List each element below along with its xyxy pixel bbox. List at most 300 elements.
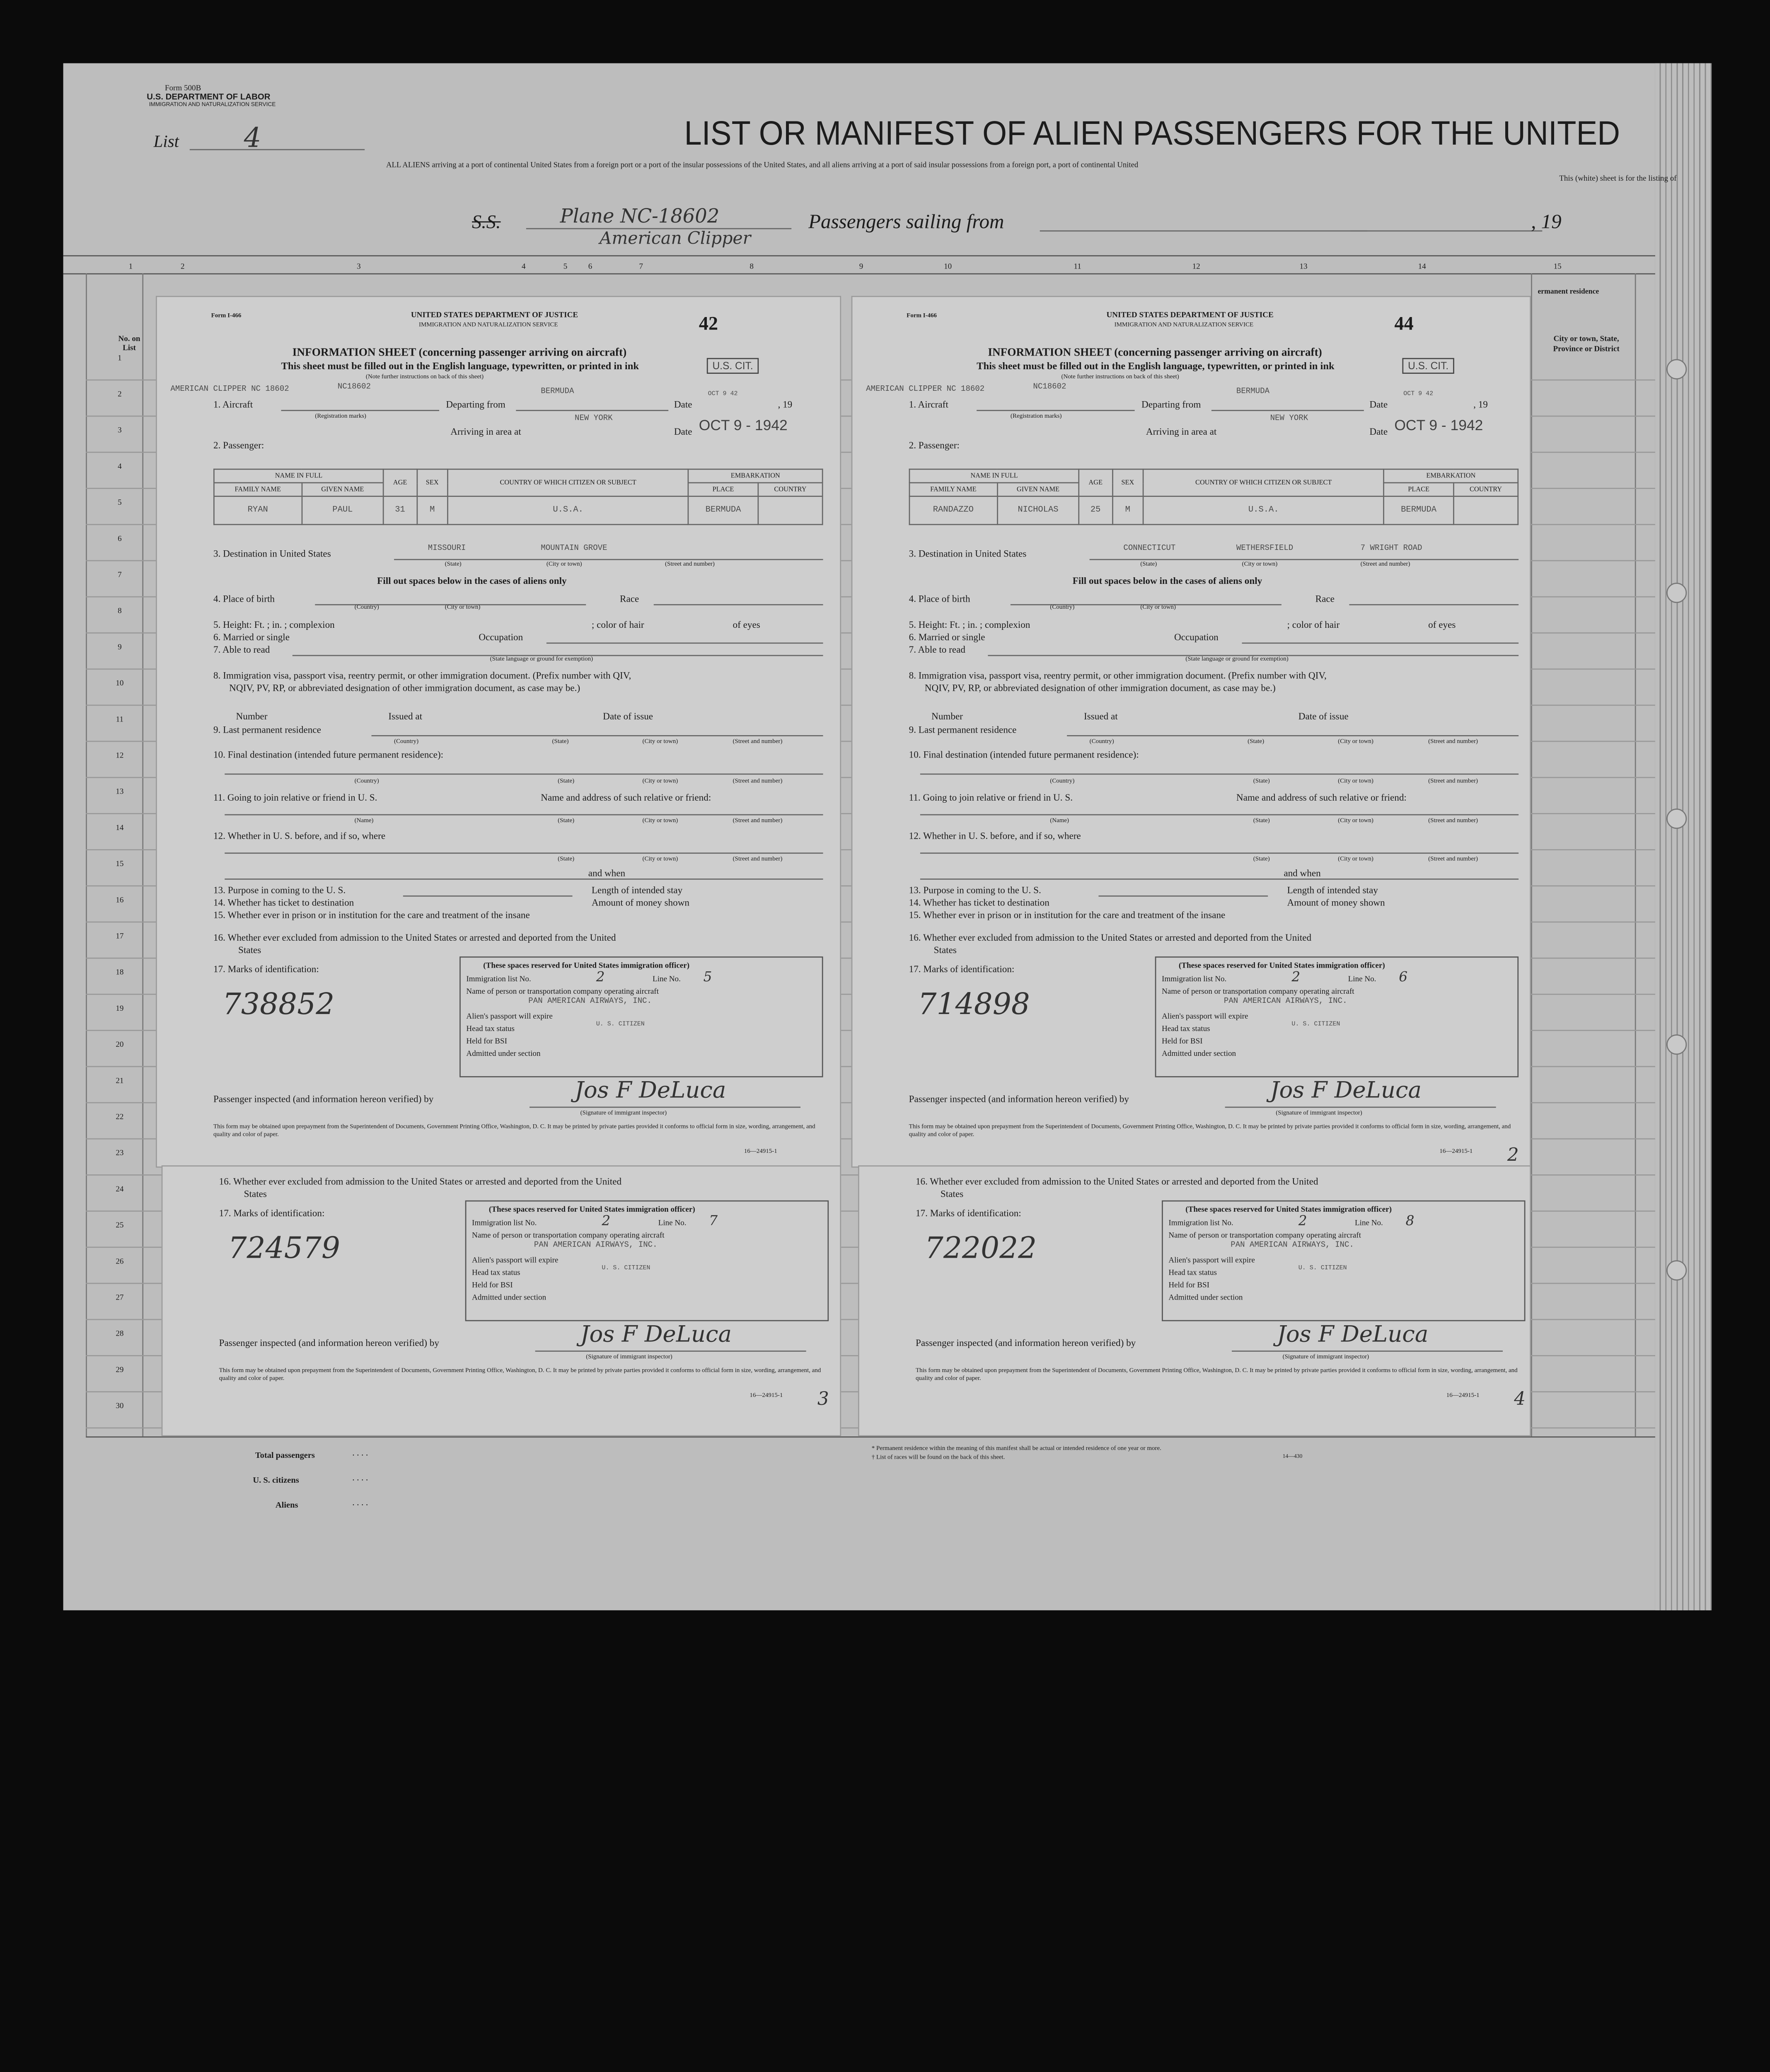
state-caption: (State) — [445, 561, 462, 568]
marks-value: 714898 — [918, 988, 1030, 1022]
sailing-label: Passengers sailing from — [808, 210, 1004, 233]
birth-label: 4. Place of birth — [213, 593, 275, 604]
row-number: 30 — [116, 1401, 124, 1411]
marks-label: 17. Marks of identification: — [915, 1207, 1021, 1219]
operator-label: Name of person or transportation company operating aircraft — [1168, 1231, 1361, 1240]
sheet-instructions: This sheet must be filled out in the English language, typewritten, or printed in ink — [977, 360, 1335, 372]
join-label: 11. Going to join relative or friend in U. S. — [909, 792, 1073, 803]
head-tax-label: Head tax status — [1162, 1024, 1210, 1034]
margin-note: 4 — [1514, 1388, 1526, 1409]
row-number: 14 — [116, 823, 124, 833]
fill-line — [654, 604, 823, 605]
street-caption: (Street and number) — [1428, 778, 1478, 785]
inspector-signature: Jos F DeLuca — [1270, 1076, 1422, 1104]
line-no-label: Line No. — [1348, 974, 1376, 984]
dest-state-value: MISSOURI — [428, 544, 466, 554]
date-issue-label: Date of issue — [1298, 710, 1349, 722]
departing-label: Departing from — [1141, 398, 1201, 410]
column-number: 15 — [1553, 262, 1562, 271]
operator-label: Name of person or transportation company operating aircraft — [472, 1231, 665, 1240]
before-label: 12. Whether in U. S. before, and if so, where — [909, 830, 1081, 842]
state-caption: (State) — [1248, 738, 1265, 746]
operator-value: PAN AMERICAN AIRWAYS, INC. — [528, 997, 652, 1006]
column-number: 1 — [128, 262, 133, 271]
signature-caption: (Signature of immigrant inspector) — [1276, 1110, 1362, 1117]
city-caption: (City or town) — [642, 856, 678, 863]
head-tax-value: U. S. CITIZEN — [1291, 1019, 1340, 1028]
and-when-label: and when — [1284, 867, 1321, 879]
inspected-label: Passenger inspected (and information hereon verified) by — [213, 1093, 434, 1105]
given-header: GIVEN NAME — [997, 483, 1079, 496]
form-i466-number: Form I-466 — [907, 312, 937, 320]
fill-line — [1232, 1351, 1503, 1352]
height-label: 5. Height: Ft. ; in. ; complexion — [213, 619, 335, 630]
footnote-2: † List of races will be found on the back of this sheet. — [871, 1454, 1005, 1462]
dest-street-value: 7 WRIGHT ROAD — [1360, 544, 1422, 554]
fill-line — [920, 852, 1519, 854]
head-tax-label: Head tax status — [472, 1268, 520, 1277]
place-header: PLACE — [688, 483, 758, 496]
binder-hole — [1666, 1260, 1687, 1280]
reg-marks-caption: (Registration marks) — [315, 413, 366, 420]
city-caption: (City or town) — [1338, 738, 1373, 746]
officer-box-title: (These spaces reserved for United States immigration officer) — [483, 961, 690, 970]
name-full-header: NAME IN FULL — [909, 469, 1079, 483]
fill-out-label: Fill out spaces below in the cases of aliens only — [1072, 575, 1262, 586]
info-sheet-bottom-right — [858, 1165, 1531, 1436]
street-caption: (Street and number) — [1428, 817, 1478, 825]
manifest-subtitle: ALL ALIENS arriving at a port of continental United States from a foreign port or a port of the insular possessions of the United States, and all aliens arriving at a port of said insular possessions from a foreign port, a port of continental United — [386, 160, 1139, 169]
and-when-label: and when — [588, 867, 626, 879]
eyes-label: of eyes — [733, 619, 760, 630]
row-number: 3 — [118, 426, 122, 435]
fill-line — [225, 879, 823, 880]
row-number: 20 — [116, 1040, 124, 1049]
admitted-label: Admitted under section — [1168, 1293, 1243, 1302]
place-value: BERMUDA — [1384, 496, 1453, 525]
row-number: 2 — [118, 390, 122, 399]
imm-list-label: Immigration list No. — [1168, 1218, 1233, 1228]
city-caption: (City or town) — [1338, 817, 1373, 825]
row-number: 9 — [118, 642, 122, 652]
clipper-label: AMERICAN CLIPPER NC 18602 — [170, 385, 289, 395]
fill-line — [1349, 604, 1519, 605]
imm-list-value: 2 — [1291, 969, 1301, 985]
bsi-label: Held for BSI — [1162, 1036, 1203, 1046]
ticket-label: 14. Whether has ticket to destination — [909, 896, 1049, 908]
row-number: 13 — [116, 787, 124, 796]
marks-value: 724579 — [228, 1232, 340, 1266]
street-caption: (Street and number) — [665, 561, 715, 568]
expire-label: Alien's passport will expire — [1162, 1012, 1248, 1021]
aircraft-label: 1. Aircraft — [909, 398, 948, 410]
stacked-page-edges — [1655, 63, 1712, 1610]
country-header: COUNTRY — [1453, 483, 1518, 496]
age-value: 31 — [384, 496, 417, 525]
row-number: 17 — [116, 932, 124, 941]
fill-line — [281, 410, 439, 411]
date-dep-value: OCT 9 42 — [708, 390, 738, 398]
prison-label: 15. Whether ever in prison or in institution for the care and treatment of the insane — [909, 909, 1226, 920]
print-code: 16—24915-1 — [750, 1392, 783, 1399]
head-tax-value: U. S. CITIZEN — [596, 1019, 645, 1028]
race-label: Race — [1315, 593, 1335, 604]
visa-question-2: NQIV, PV, RP, or abbreviated designation of other immigration document, as case may be.) — [924, 682, 1276, 694]
fill-line — [225, 774, 823, 775]
married-label: 6. Married or single — [909, 631, 985, 643]
sheet-dept: UNITED STATES DEPARTMENT OF JUSTICE — [411, 310, 578, 320]
bsi-label: Held for BSI — [1168, 1280, 1209, 1290]
print-code: 16—24915-1 — [1439, 1148, 1473, 1155]
given-value: PAUL — [302, 496, 384, 525]
column-number: 5 — [563, 262, 568, 271]
row-number: 23 — [116, 1148, 124, 1158]
admitted-label: Admitted under section — [466, 1049, 541, 1058]
place-header: PLACE — [1384, 483, 1453, 496]
country-value — [1453, 496, 1518, 525]
date-issue-label: Date of issue — [603, 710, 653, 722]
age-header: AGE — [1079, 469, 1112, 496]
sheet-sequence: 42 — [699, 312, 718, 334]
row-number: 24 — [116, 1184, 124, 1194]
excluded-question: 16. Whether ever excluded from admission to the United States or arrested and deported from the United — [915, 1175, 1318, 1187]
citizen-value: U.S.A. — [448, 496, 688, 525]
dest-city-value: WETHERSFIELD — [1236, 544, 1294, 554]
footer-text: This form may be obtained upon prepayment from the Superintendent of Documents, Government Printing Office, Washington, D. C. It may be printed by private parties provided it conforms to official form in size, wording, arrangement, and quality and color of paper. — [213, 1123, 815, 1138]
country-caption: (Country) — [354, 778, 379, 785]
name-caption: (Name) — [354, 817, 374, 825]
street-caption: (Street and number) — [733, 778, 783, 785]
imm-list-label: Immigration list No. — [472, 1218, 537, 1228]
officer-box-title: (These spaces reserved for United States immigration officer) — [1185, 1205, 1392, 1214]
state-caption: (State) — [558, 778, 575, 785]
reg-marks-caption: (Registration marks) — [1010, 413, 1062, 420]
name-caption: (Name) — [1050, 817, 1069, 825]
date-dep-value: OCT 9 42 — [1403, 390, 1434, 398]
expire-label: Alien's passport will expire — [466, 1012, 553, 1021]
column-number: 9 — [859, 262, 863, 271]
hair-label: ; color of hair — [1287, 619, 1340, 630]
signature-caption: (Signature of immigrant inspector) — [1282, 1354, 1369, 1361]
date-arr-value: OCT 9 - 1942 — [1394, 416, 1483, 434]
row-number: 27 — [116, 1293, 124, 1302]
embarkation-header: EMBARKATION — [688, 469, 822, 483]
print-code: 16—24915-1 — [1446, 1392, 1480, 1399]
us-citizens-label: U. S. citizens — [253, 1474, 299, 1485]
column-number: 8 — [750, 262, 754, 271]
admitted-label: Admitted under section — [1162, 1049, 1236, 1058]
city-caption: (City or town) — [642, 738, 678, 746]
form-number: Form 500B — [164, 83, 201, 93]
departing-label: Departing from — [446, 398, 505, 410]
column-number: 10 — [944, 262, 952, 271]
row-number: 8 — [118, 606, 122, 616]
passenger-label: 2. Passenger: — [909, 439, 960, 451]
column-number: 14 — [1418, 262, 1426, 271]
sheet-sequence: 44 — [1394, 312, 1414, 334]
fill-line — [535, 1351, 806, 1352]
info-sheet-top-left — [156, 296, 841, 1168]
marks-label: 17. Marks of identification: — [219, 1207, 325, 1219]
row-number: 4 — [118, 462, 122, 471]
fill-out-label: Fill out spaces below in the cases of aliens only — [377, 575, 567, 586]
city-caption: (City or town) — [1338, 856, 1373, 863]
inspector-signature: Jos F DeLuca — [580, 1320, 732, 1347]
line-no-value: 7 — [709, 1213, 718, 1229]
family-value: RYAN — [214, 496, 302, 525]
fill-line — [403, 896, 573, 897]
row-number: 28 — [116, 1329, 124, 1339]
excluded-question: 16. Whether ever excluded from admission to the United States or arrested and deported from the United — [213, 932, 616, 943]
ticket-label: 14. Whether has ticket to destination — [213, 896, 354, 908]
last-res-label: 9. Last permanent residence — [213, 724, 321, 735]
date-arr-value: OCT 9 - 1942 — [699, 416, 788, 434]
vessel-line-1: Plane NC-18602 — [560, 205, 720, 228]
age-header: AGE — [384, 469, 417, 496]
row-number: 22 — [116, 1112, 124, 1121]
departing-value: BERMUDA — [1236, 387, 1270, 397]
column-number: 11 — [1074, 262, 1081, 271]
dest-city-value: MOUNTAIN GROVE — [541, 544, 607, 554]
fill-line — [1067, 735, 1519, 736]
bsi-label: Held for BSI — [472, 1280, 513, 1290]
imm-list-label: Immigration list No. — [1162, 974, 1227, 984]
visa-question-1: 8. Immigration visa, passport visa, reentry permit, or other immigration document. (Prefix number with QIV, — [213, 669, 631, 681]
state-caption: (State) — [552, 738, 569, 746]
sex-header: SEX — [417, 469, 448, 496]
inspected-label: Passenger inspected (and information hereon verified) by — [219, 1337, 439, 1348]
given-header: GIVEN NAME — [302, 483, 384, 496]
street-caption: (Street and number) — [733, 856, 783, 863]
fill-line — [1090, 559, 1519, 560]
column-number: 3 — [357, 262, 361, 271]
nineteen-label: , 19 — [1473, 398, 1488, 410]
city-caption: (City or town) — [1140, 604, 1176, 611]
footnote-code: 14—430 — [1282, 1454, 1303, 1460]
country-caption: (Country) — [1050, 604, 1075, 611]
country-caption: (Country) — [1089, 738, 1114, 746]
expire-label: Alien's passport will expire — [1168, 1256, 1255, 1265]
inspected-label: Passenger inspected (and information hereon verified) by — [909, 1093, 1129, 1105]
street-caption: (Street and number) — [1428, 856, 1478, 863]
row-number: 7 — [118, 570, 122, 579]
column-number: 13 — [1299, 262, 1308, 271]
fill-line — [920, 774, 1519, 775]
destination-label: 3. Destination in United States — [213, 547, 331, 559]
number-label: Number — [931, 710, 963, 722]
perm-residence-header: ermanent residence — [1538, 288, 1599, 296]
marks-label: 17. Marks of identification: — [213, 963, 319, 975]
list-label: List — [153, 133, 179, 152]
margin-note: 2 — [1507, 1144, 1519, 1166]
row-number: 29 — [116, 1365, 124, 1375]
passenger-label: 2. Passenger: — [213, 439, 264, 451]
passenger-row — [214, 496, 822, 525]
number-label: Number — [236, 710, 268, 722]
operator-label: Name of person or transportation company operating aircraft — [1162, 987, 1354, 996]
footer-text: This form may be obtained upon prepayment from the Superintendent of Documents, Government Printing Office, Washington, D. C. It may be printed by private parties provided it conforms to official form in size, wording, arrangement, and quality and color of paper. — [909, 1123, 1511, 1138]
marks-value: 738852 — [222, 988, 335, 1022]
column-number: 7 — [639, 262, 643, 271]
fill-line — [225, 814, 823, 816]
issued-label: Issued at — [388, 710, 423, 722]
table-header-row — [214, 469, 822, 483]
family-header: FAMILY NAME — [909, 483, 997, 496]
country-caption: (Country) — [1050, 778, 1075, 785]
last-res-label: 9. Last permanent residence — [909, 724, 1017, 735]
passenger-table — [909, 469, 1519, 525]
citizen-value: U.S.A. — [1144, 496, 1384, 525]
name-full-header: NAME IN FULL — [214, 469, 383, 483]
line-no-value: 6 — [1399, 969, 1408, 985]
bsi-label: Held for BSI — [466, 1036, 507, 1046]
footer-text: This form may be obtained upon prepayment from the Superintendent of Documents, Government Printing Office, Washington, D. C. It may be printed by private parties provided it conforms to official form in size, wording, arrangement, and quality and color of paper. — [219, 1367, 821, 1382]
citizen-stamp: U.S. CIT. — [707, 358, 759, 374]
head-tax-label: Head tax status — [1168, 1268, 1217, 1277]
name-addr-label: Name and address of such relative or friend: — [1236, 792, 1407, 803]
purpose-label: 13. Purpose in coming to the U. S. — [909, 884, 1041, 896]
sex-header: SEX — [1112, 469, 1143, 496]
stay-label: Length of intended stay — [1287, 884, 1378, 896]
state-caption: (State) — [1140, 561, 1157, 568]
fill-line — [977, 410, 1135, 411]
sheet-instructions: This sheet must be filled out in the English language, typewritten, or printed in ink — [281, 360, 639, 372]
imm-list-value: 2 — [602, 1213, 611, 1229]
officer-box — [465, 1201, 829, 1322]
fill-line — [372, 735, 823, 736]
imm-list-value: 2 — [1298, 1213, 1307, 1229]
age-value: 25 — [1079, 496, 1112, 525]
fill-line — [546, 643, 823, 644]
citizen-header: COUNTRY OF WHICH CITIZEN OR SUBJECT — [448, 469, 688, 496]
operator-value: PAN AMERICAN AIRWAYS, INC. — [1231, 1241, 1354, 1250]
excluded-states: States — [940, 1188, 964, 1199]
signature-caption: (Signature of immigrant inspector) — [580, 1110, 667, 1117]
fill-line — [225, 852, 823, 854]
line-no-label: Line No. — [653, 974, 681, 984]
state-caption: (State) — [1253, 817, 1270, 825]
operator-value: PAN AMERICAN AIRWAYS, INC. — [1224, 997, 1347, 1006]
sheet-note: (Note further instructions on back of this sheet) — [365, 373, 484, 381]
officer-box — [1162, 1201, 1525, 1322]
occupation-label: Occupation — [479, 631, 523, 643]
signature-caption: (Signature of immigrant inspector) — [586, 1354, 672, 1361]
passenger-table — [213, 469, 823, 525]
registration-value: NC18602 — [337, 382, 371, 392]
line-no-label: Line No. — [1355, 1218, 1383, 1228]
fill-line — [530, 1107, 800, 1108]
excluded-question: 16. Whether ever excluded from admission to the United States or arrested and deported from the United — [909, 932, 1312, 943]
purpose-label: 13. Purpose in coming to the U. S. — [213, 884, 346, 896]
join-label: 11. Going to join relative or friend in U. S. — [213, 792, 377, 803]
city-caption: (City or town) — [642, 778, 678, 785]
inspector-signature: Jos F DeLuca — [1277, 1320, 1429, 1347]
arriving-label: Arriving in area at — [1146, 426, 1217, 437]
no-on-list-header: No. on List — [118, 334, 140, 353]
read-label: 7. Able to read — [213, 644, 270, 655]
street-caption: (Street and number) — [1428, 738, 1478, 746]
binder-hole — [1666, 359, 1687, 380]
excluded-question: 16. Whether ever excluded from admission to the United States or arrested and deported from the United — [219, 1175, 622, 1187]
officer-box — [459, 956, 823, 1077]
operator-label: Name of person or transportation company operating aircraft — [466, 987, 659, 996]
sheet-title: INFORMATION SHEET (concerning passenger arriving on aircraft) — [988, 346, 1322, 359]
birth-label: 4. Place of birth — [909, 593, 970, 604]
table-header-row — [909, 469, 1518, 483]
head-tax-value: U. S. CITIZEN — [602, 1264, 650, 1272]
fill-line — [516, 410, 668, 411]
footer-text: This form may be obtained upon prepayment from the Superintendent of Documents, Government Printing Office, Washington, D. C. It may be printed by private parties provided it conforms to official form in size, wording, arrangement, and quality and color of paper. — [915, 1367, 1518, 1382]
place-value: BERMUDA — [688, 496, 758, 525]
line-no-value: 8 — [1405, 1213, 1415, 1229]
embarkation-header: EMBARKATION — [1384, 469, 1518, 483]
read-label: 7. Able to read — [909, 644, 966, 655]
stay-label: Length of intended stay — [591, 884, 683, 896]
excluded-states: States — [238, 944, 261, 956]
eyes-label: of eyes — [1428, 619, 1456, 630]
row-number: 21 — [116, 1076, 124, 1085]
fill-line — [920, 879, 1519, 880]
hair-label: ; color of hair — [591, 619, 644, 630]
country-caption: (Country) — [354, 604, 379, 611]
excluded-states: States — [244, 1188, 267, 1199]
state-lang-caption: (State language or ground for exemption) — [1185, 656, 1289, 663]
passenger-row — [909, 496, 1518, 525]
citizen-stamp: U.S. CIT. — [1402, 358, 1454, 374]
visa-question-2: NQIV, PV, RP, or abbreviated designation of other immigration document, as case may be.) — [229, 682, 580, 694]
city-caption: (City or town) — [1242, 561, 1278, 568]
street-caption: (Street and number) — [1360, 561, 1410, 568]
arriving-label: Arriving in area at — [450, 426, 521, 437]
state-caption: (State) — [558, 817, 575, 825]
print-code: 16—24915-1 — [744, 1148, 777, 1155]
married-label: 6. Married or single — [213, 631, 290, 643]
state-caption: (State) — [1253, 778, 1270, 785]
given-value: NICHOLAS — [997, 496, 1079, 525]
line-no-value: 5 — [703, 969, 712, 985]
excluded-states: States — [933, 944, 957, 956]
sex-value: M — [1112, 496, 1143, 525]
row-number: 11 — [116, 714, 124, 724]
expire-label: Alien's passport will expire — [472, 1256, 559, 1265]
date-label: Date — [674, 426, 692, 437]
final-dest-label: 10. Final destination (intended future permanent residence): — [909, 748, 1139, 760]
prison-label: 15. Whether ever in prison or in institution for the care and treatment of the insane — [213, 909, 530, 920]
race-label: Race — [620, 593, 639, 604]
height-label: 5. Height: Ft. ; in. ; complexion — [909, 619, 1030, 630]
country-header: COUNTRY — [758, 483, 822, 496]
fill-line — [394, 559, 823, 560]
list-number: 4 — [244, 122, 261, 154]
department-name: U.S. DEPARTMENT OF LABOR — [147, 91, 271, 102]
marks-label: 17. Marks of identification: — [909, 963, 1015, 975]
head-tax-label: Head tax status — [466, 1024, 515, 1034]
imm-list-label: Immigration list No. — [466, 974, 531, 984]
row-number: 10 — [116, 678, 124, 688]
arriving-value: NEW YORK — [575, 414, 613, 424]
state-caption: (State) — [558, 856, 575, 863]
city-caption: (City or town) — [546, 561, 582, 568]
street-caption: (Street and number) — [733, 817, 783, 825]
city-caption: (City or town) — [642, 817, 678, 825]
destination-label: 3. Destination in United States — [909, 547, 1027, 559]
manifest-title: LIST OR MANIFEST OF ALIEN PASSENGERS FOR THE UNITED — [684, 115, 1620, 152]
city-caption: (City or town) — [445, 604, 481, 611]
column-number: 6 — [588, 262, 592, 271]
service-name: IMMIGRATION AND NATURALIZATION SERVICE — [149, 102, 276, 109]
arriving-value: NEW YORK — [1270, 414, 1308, 424]
binder-hole — [1666, 808, 1687, 829]
